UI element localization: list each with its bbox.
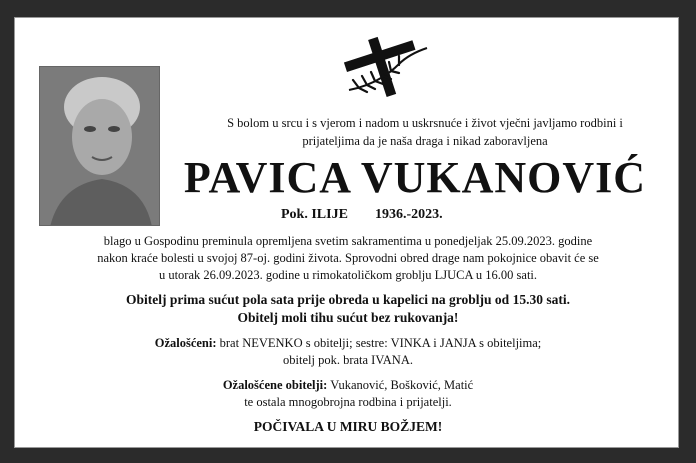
body-line-3: u utorak 26.09.2023. godine u rimokatoličkom groblju LJUCA u 16.00 sati. xyxy=(158,268,538,282)
notice-line-1: Obitelj prima sućut pola sata prije obreda u kapelici na groblju od 15.30 sati. xyxy=(126,292,570,307)
body-line-2: nakon kraće bolesti u svojoj 87-oj. godini života. Sprovodni obred drage nam pokojnice obavit će se xyxy=(97,251,599,265)
life-years: 1936.-2023. xyxy=(375,207,443,222)
families-label: Ožalošćene obitelji: xyxy=(222,378,328,392)
mourners-text: brat NEVENKO s obitelji; sestre: VINKA i JANJA s obiteljima; xyxy=(216,336,542,350)
intro-line-1: S bolom u srcu i s vjerom i nadom u uskrsnuće i život vječni javljamo rodbini i xyxy=(227,116,623,130)
families-line-1 xyxy=(23,377,673,394)
mourners-line-2: obitelj pok. brata IVANA. xyxy=(283,353,413,367)
father-name: Pok. ILIJE xyxy=(281,207,348,222)
notice-line-2: Obitelj moli tihu sućut bez rukovanja! xyxy=(237,310,459,325)
families-text: Vukanović, Bošković, Matić xyxy=(327,378,474,392)
deceased-name: PAVICA VUKANOVIĆ xyxy=(183,153,647,202)
portrait-photo xyxy=(39,66,160,226)
obituary-card xyxy=(14,17,679,448)
intro-line-2: prijateljima da je naša draga i nikad zaboravljena xyxy=(302,134,548,148)
mourners-line-1 xyxy=(23,335,673,352)
mourners-label: Ožalošćeni: xyxy=(154,336,217,350)
families-line-2: te ostala mnogobrojna rodbina i prijatelji. xyxy=(244,395,452,409)
cross-with-palm-icon xyxy=(329,34,441,98)
body-line-1: blago u Gospodinu preminula opremljena svetim sakramentima u ponedjeljak 25.09.2023. godine xyxy=(103,234,593,248)
closing-line: POČIVALA U MIRU BOŽJEM! xyxy=(253,419,443,434)
